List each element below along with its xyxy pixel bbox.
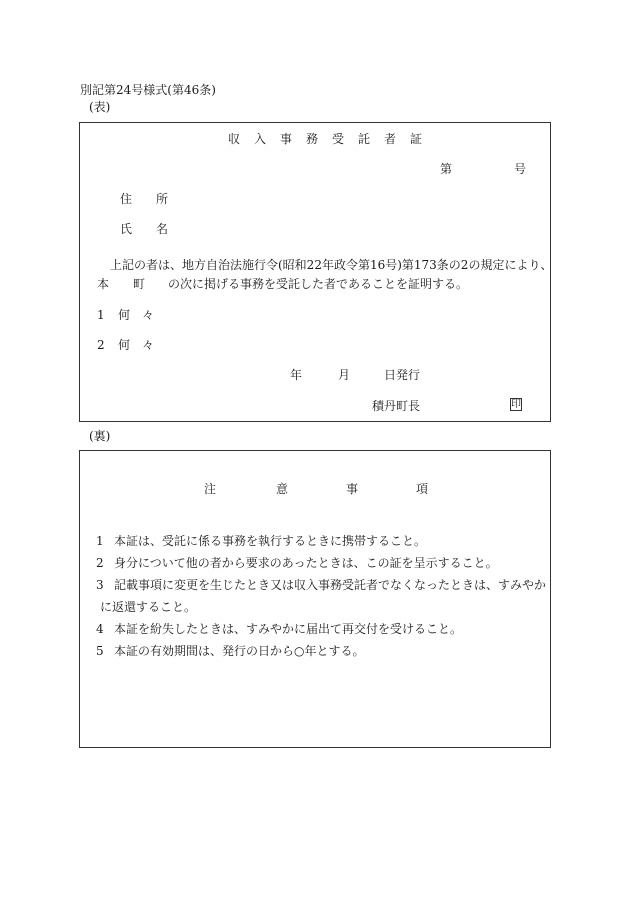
item-number: 1 — [97, 308, 105, 322]
statement-line-1: 上記の者は、地方自治法施行令(昭和22年政令第16号)第173条の2の規定により、 — [110, 258, 553, 272]
notes-title-char: 注 — [204, 482, 217, 496]
card-title: 収 入 事 務 受 託 者 証 — [228, 132, 424, 146]
front-label: (表) — [89, 100, 111, 114]
note-number: 4 — [96, 622, 104, 636]
note-text: 本証を紛失したときは、すみやかに届出て再交付を受けること。 — [114, 622, 463, 636]
date-year: 年 — [290, 368, 303, 382]
note-number: 5 — [96, 644, 104, 658]
item-text: 何 々 — [118, 338, 155, 352]
statement-line-2: の次に掲げる事務を受託した者であることを証明する。 — [168, 277, 469, 291]
number-suffix: 号 — [514, 162, 527, 176]
note-number: 1 — [96, 534, 104, 548]
statement-town-b: 町 — [133, 277, 146, 291]
note-text: に返還すること。 — [100, 600, 197, 614]
date-day: 日発行 — [384, 368, 421, 382]
form-reference: 別記第24号様式(第46条) — [80, 83, 216, 97]
back-label: (裏) — [89, 429, 111, 443]
item-text: 何 々 — [118, 308, 155, 322]
note-text: 身分について他の者から要求のあったときは、この証を呈示すること。 — [114, 556, 498, 570]
front-card — [79, 122, 551, 422]
name-label: 氏 名 — [120, 222, 169, 236]
back-card — [79, 450, 551, 748]
notes-title-char: 事 — [346, 482, 359, 496]
note-number: 2 — [96, 556, 104, 570]
note-text: 本証の有効期間は、発行の日から○年とする。 — [114, 644, 365, 658]
issuer-name: 積丹町長 — [372, 399, 421, 413]
note-text: 本証は、受託に係る事務を執行するときに携帯すること。 — [114, 534, 427, 548]
seal-stamp: 印 — [511, 399, 521, 410]
address-label: 住 所 — [120, 192, 169, 206]
note-text: 記載事項に変更を生じたとき又は収入事務受託者でなくなったときは、すみやか — [114, 578, 547, 592]
date-month: 月 — [338, 368, 351, 382]
note-number: 3 — [96, 578, 104, 592]
number-prefix: 第 — [440, 162, 453, 176]
item-number: 2 — [97, 338, 105, 352]
statement-town-a: 本 — [97, 277, 110, 291]
notes-title-char: 意 — [276, 482, 289, 496]
notes-title-char: 項 — [416, 482, 429, 496]
